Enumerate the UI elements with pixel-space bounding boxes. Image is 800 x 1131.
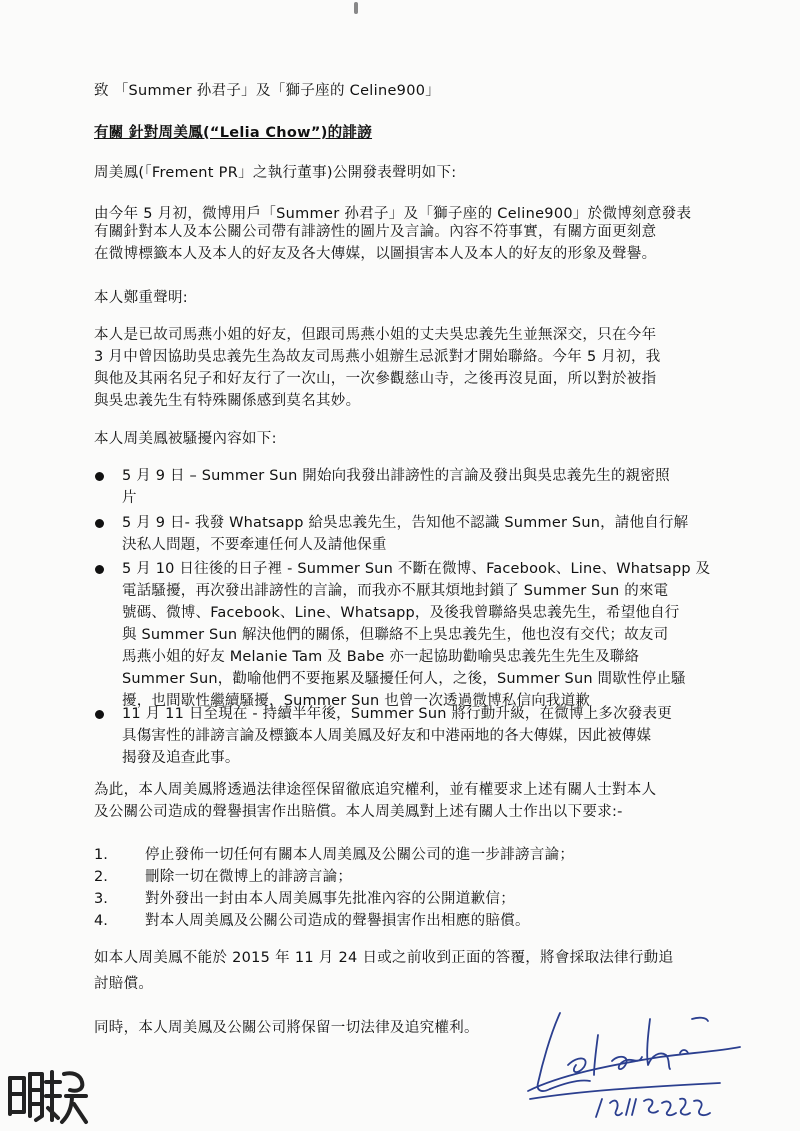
para3-line: 及公關公司造成的聲譽損害作出賠償。本人周美鳳對上述有關人士作出以下要求:-	[94, 804, 623, 820]
para1-line: 由今年 5 月初，微博用戶「Summer 孙君子」及「獅子座的 Celine900」於微博刻意發表	[94, 206, 692, 222]
handwritten-signature	[520, 995, 750, 1120]
bullet-line: 與 Summer Sun 解決他們的關係，但聯絡不上吳忠義先生，他也沒有交代；故友司	[122, 627, 669, 643]
para2-line: 與他及其兩名兒子和好友行了一次山，一次參觀慈山寺，之後再沒見面，所以對於被指	[94, 371, 657, 387]
para4-line: 如本人周美鳳不能於 2015 年 11 月 24 日或之前收到正面的答覆，將會採取法律行動追	[94, 950, 674, 966]
para2-line: 本人是已故司馬燕小姐的好友，但跟司馬燕小姐的丈夫吳忠義先生並無深交，只在今年	[94, 327, 657, 343]
scan-mark	[354, 2, 358, 14]
demand-text: 停止發佈一切任何有關本人周美鳳及公關公司的進一步誹謗言論；	[145, 847, 575, 863]
bullet-line: 電話騷擾，再次發出誹謗性的言論，而我亦不厭其煩地封鎖了 Summer Sun 的來電	[122, 583, 669, 599]
bullet-line: 5 月 9 日- 我發 Whatsapp 給吳忠義先生，告知他不認識 Summer Sun，請他自行解	[122, 515, 689, 531]
bullet-line: 擾，也間歇性繼續騷擾，Summer Sun 也曾一次透過微博私信向我道歉	[122, 693, 591, 709]
bullet-line: 5 月 10 日往後的日子裡 - Summer Sun 不斷在微博、Facebook、Line、Whatsapp 及	[122, 561, 711, 577]
salutation: 致 「Summer 孙君子」及「獅子座的 Celine900」	[94, 83, 441, 99]
bullet-line: 決私人問題，不要牽連任何人及請他保重	[122, 537, 387, 553]
demand-text: 對本人周美鳳及公關公司造成的聲譽損害作出相應的賠償。	[145, 913, 530, 929]
para1-line: 有關針對本人及本公關公司帶有誹謗性的圖片及言論。內容不符事實，有關方面更刻意	[94, 224, 657, 240]
para2-line: 3 月中曾因協助吳忠義先生為故友司馬燕小姐辦生忌派對才開始聯絡。今年 5 月初，我	[94, 349, 661, 365]
bullet-line: 馬燕小姐的好友 Melanie Tam 及 Babe 亦一起協助勸喻吳忠義先生先生及聯絡	[122, 649, 640, 665]
para2-line: 與吳忠義先生有特殊關係感到莫名其妙。	[94, 393, 361, 409]
bullet-line: 片	[122, 490, 137, 506]
demand-number: 3.	[94, 891, 108, 907]
demand-number: 1.	[94, 847, 108, 863]
demand-number: 2.	[94, 869, 108, 885]
bullet-line: 揭發及追查此事。	[122, 750, 240, 766]
letter-subject: 有關 針對周美鳳(“Lelia Chow”)的誹謗	[94, 125, 373, 141]
newspaper-watermark-logo	[2, 1060, 92, 1130]
para3-line: 為此，本人周美鳳將透過法律途徑保留徹底追究權利，並有權要求上述有關人士對本人	[94, 782, 657, 798]
declare-heading: 本人鄭重聲明:	[94, 290, 188, 306]
intro-line: 周美鳳(「Frement PR」之執行董事)公開發表聲明如下:	[94, 165, 457, 181]
harass-heading: 本人周美鳳被騷擾內容如下:	[94, 431, 277, 447]
bullet-line: Summer Sun，勸喻他們不要拖累及騷擾任何人，之後，Summer Sun 間歇性停止騷	[122, 671, 686, 687]
bullet-dot	[95, 519, 104, 528]
para4-line: 討賠償。	[94, 976, 154, 992]
para1-line: 在微博標籤本人及本人的好友及各大傳媒，以圖損害本人及本人的好友的形象及聲譽。	[94, 246, 657, 262]
bullet-dot	[95, 565, 104, 574]
closing-line: 同時，本人周美鳳及公關公司將保留一切法律及追究權利。	[94, 1020, 479, 1036]
bullet-dot	[95, 710, 104, 719]
bullet-line: 11 月 11 日至現在 - 持續半年後，Summer Sun 將行動升級，在微博上多次發表更	[122, 706, 672, 722]
bullet-line: 具傷害性的誹謗言論及標籤本人周美鳳及好友和中港兩地的各大傳媒，因此被傳媒	[122, 728, 652, 744]
bullet-line: 號碼、微博、Facebook、Line、Whatsapp，及後我曾聯絡吳忠義先生，希望他自行	[122, 605, 680, 621]
bullet-line: 5 月 9 日 – Summer Sun 開始向我發出誹謗性的言論及發出與吳忠義先生的親密照	[122, 468, 670, 484]
demand-text: 對外發出一封由本人周美鳳事先批准內容的公開道歉信；	[145, 891, 515, 907]
bullet-dot	[95, 472, 104, 481]
demand-number: 4.	[94, 913, 108, 929]
demand-text: 刪除一切在微博上的誹謗言論；	[145, 869, 353, 885]
